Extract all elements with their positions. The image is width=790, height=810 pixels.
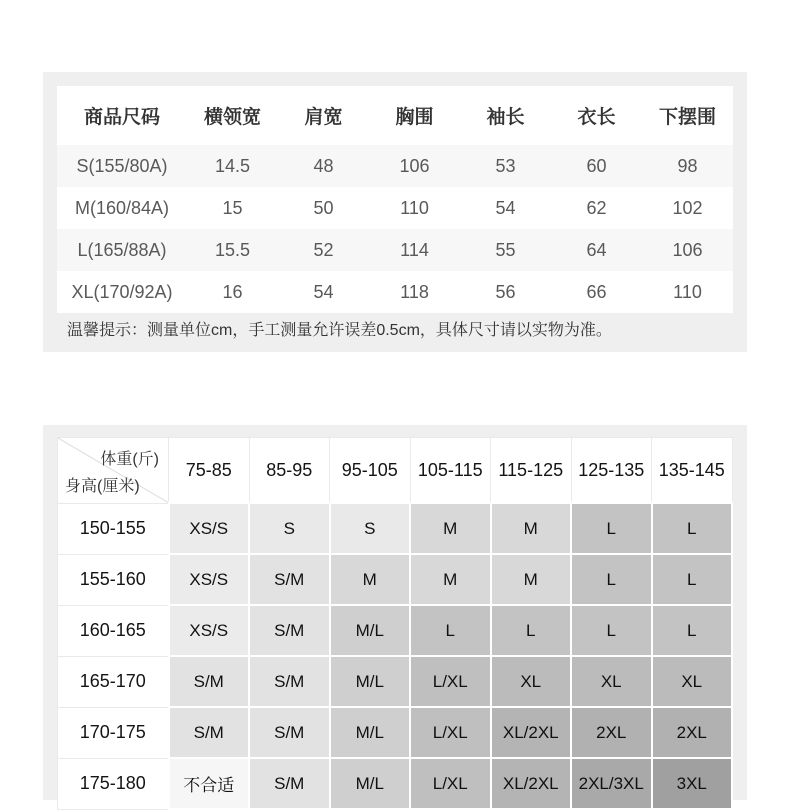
value-cell: L [652, 554, 733, 605]
table-row [57, 187, 733, 229]
value-cell: 56 [495, 281, 516, 302]
value-cell: S/M [249, 656, 330, 707]
value-cell: 14.5 [214, 155, 251, 176]
value-cell: 106 [672, 239, 703, 260]
value-cell: XS/S [169, 554, 250, 605]
row-header-cell: 175-180 [58, 758, 169, 809]
value-cell: S/M [249, 707, 330, 758]
value-cell: 55 [495, 239, 516, 260]
table-row [58, 554, 733, 605]
value-cell: 2XL [571, 707, 652, 758]
row-header-cell: 170-175 [58, 707, 169, 758]
value-cell: L/XL [410, 758, 491, 809]
measurement-table [57, 86, 733, 313]
measurement-table-body [57, 145, 733, 313]
value-cell: 118 [400, 281, 429, 302]
table-row [57, 271, 733, 313]
row-header-cell: 165-170 [58, 656, 169, 707]
row-header-cell: M(160/84A) [74, 197, 170, 218]
value-cell: 110 [673, 281, 702, 302]
value-cell: S/M [169, 656, 250, 707]
value-cell: L/XL [410, 656, 491, 707]
value-cell: L/XL [410, 707, 491, 758]
value-cell: 106 [399, 155, 430, 176]
table-row [57, 229, 733, 271]
value-cell: M [410, 503, 491, 554]
value-cell: 66 [586, 281, 607, 302]
value-cell: L [571, 503, 652, 554]
weight-column-header: 85-95 [249, 438, 330, 504]
value-cell: L [571, 554, 652, 605]
corner-height-label: 身高(厘米) [65, 477, 140, 495]
value-cell: 54 [313, 281, 334, 302]
value-cell: L [410, 605, 491, 656]
table-row [58, 758, 733, 809]
value-cell: XS/S [169, 503, 250, 554]
value-cell: L [652, 503, 733, 554]
fit-header-row [58, 438, 733, 504]
table-row [58, 656, 733, 707]
weight-column-header: 75-85 [169, 438, 250, 504]
value-cell: 3XL [652, 758, 733, 809]
measurement-panel [43, 72, 747, 352]
row-header-cell: L(165/88A) [77, 239, 167, 260]
value-cell: 114 [400, 239, 429, 260]
value-cell: XL [571, 656, 652, 707]
row-header-cell: 155-160 [58, 554, 169, 605]
weight-column-header: 125-135 [571, 438, 652, 504]
value-cell: 48 [313, 155, 334, 176]
value-cell: 2XL/3XL [571, 758, 652, 809]
value-cell: S/M [249, 554, 330, 605]
value-cell: M [491, 503, 572, 554]
column-header-neck-width: 横领宽 [187, 86, 278, 145]
weight-column-header: 95-105 [330, 438, 411, 504]
corner-weight-label: 体重(斤) [100, 451, 159, 468]
value-cell: 52 [313, 239, 334, 260]
table-row [57, 145, 733, 187]
weight-column-header: 105-115 [410, 438, 491, 504]
value-cell: 54 [495, 197, 516, 218]
value-cell: L [652, 605, 733, 656]
value-cell: 98 [677, 155, 698, 176]
value-cell: XL [652, 656, 733, 707]
value-cell: XL/2XL [491, 758, 572, 809]
fit-table [57, 437, 733, 810]
value-cell: 64 [586, 239, 607, 260]
row-header-cell: XL(170/92A) [71, 281, 173, 302]
value-cell: 16 [222, 281, 243, 302]
weight-column-header: 115-125 [491, 438, 572, 504]
value-cell: 102 [672, 197, 703, 218]
column-header-size: 商品尺码 [57, 86, 187, 145]
column-header-garment-length: 衣长 [551, 86, 642, 145]
table-row [58, 503, 733, 554]
column-header-shoulder-width: 肩宽 [278, 86, 369, 145]
value-cell: M [410, 554, 491, 605]
value-cell: XL [491, 656, 572, 707]
row-header-cell: 160-165 [58, 605, 169, 656]
value-cell: S [330, 503, 411, 554]
value-cell: 2XL [652, 707, 733, 758]
value-cell: S/M [249, 605, 330, 656]
value-cell: M/L [330, 707, 411, 758]
measurement-header-row [57, 86, 733, 145]
column-header-sleeve-length: 袖长 [460, 86, 551, 145]
value-cell: L [491, 605, 572, 656]
measurement-note: 温馨提示：测量单位cm，手工测量允许误差0.5cm，具体尺寸请以实物为准。 [67, 322, 612, 339]
value-cell: M [330, 554, 411, 605]
value-cell: S/M [169, 707, 250, 758]
value-cell: 62 [586, 197, 607, 218]
value-cell: XL/2XL [491, 707, 572, 758]
value-cell: L [571, 605, 652, 656]
column-header-chest: 胸围 [369, 86, 460, 145]
table-row [58, 605, 733, 656]
value-cell: 110 [400, 197, 429, 218]
value-cell: M/L [330, 605, 411, 656]
value-cell: S [249, 503, 330, 554]
value-cell: 15.5 [214, 239, 251, 260]
value-cell: M/L [330, 758, 411, 809]
value-cell: 60 [586, 155, 607, 176]
column-header-hem: 下摆围 [642, 86, 733, 145]
value-cell: XS/S [169, 605, 250, 656]
fit-table-body [58, 503, 733, 809]
row-header-cell: S(155/80A) [76, 155, 168, 176]
table-row [58, 707, 733, 758]
value-cell: 53 [495, 155, 516, 176]
fit-panel [43, 425, 747, 800]
value-cell: S/M [249, 758, 330, 809]
value-cell: M [491, 554, 572, 605]
row-header-cell: 150-155 [58, 503, 169, 554]
corner-header-cell [58, 438, 169, 504]
value-cell: 不合适 [169, 758, 250, 809]
weight-column-header: 135-145 [652, 438, 733, 504]
value-cell: M/L [330, 656, 411, 707]
value-cell: 50 [313, 197, 334, 218]
value-cell: 15 [222, 197, 243, 218]
